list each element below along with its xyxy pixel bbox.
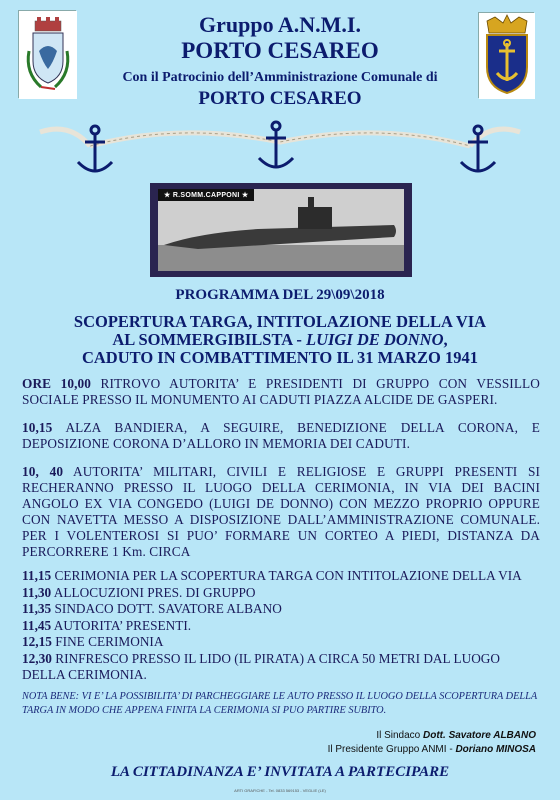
- para-text: AUTORITA’ MILITARI, CIVILI E RELIGIOSE E GRUPPI PRESENTI SI RECHERANNO PRESSO IL LUOGO DELLA CERIMONIA, IN VIA DEI BACINI ANGOLO EX VIA CONGEDO (LUIGI DE DONNO) CON MEZZO PROPRIO OPPURE CON NAVETTA MESSO A DISPOSIZIONE DALL’AMMINISTRAZIONE COMUNALE. PER I VOLENTEROSI SI PUO’ FORMARE UN CORTEO A PIEDI, DISTANZA DA PERCORRERE 1 Km. CIRCA: [22, 464, 540, 559]
- signature-name: Doriano MINOSA: [455, 744, 536, 755]
- municipality-name: PORTO CESAREO: [198, 88, 362, 109]
- paragraph-1: [22, 376, 540, 408]
- anchor-icon: [259, 122, 293, 167]
- signature-president: [328, 744, 536, 755]
- submarine-image: [158, 189, 404, 271]
- signature-mayor: [376, 730, 536, 741]
- program-date: PROGRAMMA DEL 29\09\2018: [175, 287, 385, 303]
- schedule-item: [22, 618, 540, 635]
- schedule-item: [22, 651, 540, 684]
- patronage-line: Con il Patrocinio dell’Amministrazione Comunale di: [122, 70, 438, 85]
- schedule-list: [22, 568, 540, 684]
- schedule-time: 12,30: [22, 650, 52, 666]
- rope-anchors-decoration: [0, 118, 560, 188]
- schedule-time: 11,45: [22, 617, 52, 633]
- headline-line3: CADUTO IN COMBATTIMENTO IL 31 MARZO 1941: [81, 348, 479, 367]
- nota-bene: NOTA BENE: VI E’ LA POSSIBILITA’ DI PARCHEGGIARE LE AUTO PRESSO IL LUOGO DELLA SCOPERTURA DELLA TARGA IN MODO CHE APPENA FINITA LA CERIMONIA SI PUO PARTIRE SUBITO.: [22, 691, 537, 716]
- signature-role: Il Sindaco: [376, 730, 424, 741]
- para-time: 10, 40: [22, 464, 64, 479]
- para-time: ORE 10,00: [22, 376, 92, 391]
- printer-credit: ARTI GRAFICHE - Tel. 0833 569153 - VEGLIE (LE): [234, 788, 326, 793]
- paragraph-2: [22, 420, 540, 452]
- schedule-time: 11,15: [22, 568, 52, 583]
- honoree-name: LUIGI DE DONNO: [305, 330, 444, 349]
- signature-name: Dott. Savatore ALBANO: [423, 730, 536, 741]
- para-time: 10,15: [22, 420, 53, 435]
- schedule-text: CERIMONIA PER LA SCOPERTURA TARGA CON INTITOLAZIONE DELLA VIA: [51, 568, 522, 583]
- headline-suffix: ,: [443, 330, 448, 349]
- submarine-photo: [150, 183, 412, 277]
- photo-label: ★ R.SOMM.CAPPONI ★: [158, 189, 254, 201]
- schedule-text: SINDACO DOTT. SAVATORE ALBANO: [51, 601, 282, 616]
- schedule-text: AUTORITA’ PRESENTI.: [51, 617, 192, 633]
- paragraph-3: [22, 464, 540, 560]
- headline-line2: [0, 330, 560, 350]
- anchor-icon: [78, 126, 112, 171]
- headline-prefix: AL SOMMERGIBILSTA -: [112, 330, 306, 349]
- para-text: ALZA BANDIERA, A SEGUIRE, BENEDIZIONE DELLA CORONA, E DEPOSIZIONE CORONA D’ALLORO IN MEMORIA DEI CADUTI.: [22, 420, 540, 451]
- schedule-text: FINE CERIMONIA: [51, 634, 164, 649]
- schedule-time: 12,15: [22, 634, 52, 649]
- schedule-item: [22, 585, 540, 602]
- schedule-text: ALLOCUZIONI PRES. DI GRUPPO: [51, 584, 256, 600]
- schedule-time: 11,35: [22, 601, 52, 616]
- schedule-item: [22, 634, 540, 651]
- group-name: Gruppo A.N.M.I.: [199, 12, 361, 37]
- group-location: PORTO CESAREO: [181, 38, 379, 63]
- schedule-text: RINFRESCO PRESSO IL LIDO (IL PIRATA) A CIRCA 50 METRI DAL LUOGO DELLA CERIMONIA.: [22, 650, 501, 682]
- signature-role: Il Presidente Gruppo ANMI -: [327, 744, 456, 755]
- invitation-footer: LA CITTADINANZA E’ INVITATA A PARTECIPARE: [110, 764, 450, 780]
- schedule-time: 11,30: [22, 584, 52, 600]
- schedule-item: [22, 601, 540, 618]
- para-text: RITROVO AUTORITA’ E PRESIDENTI DI GRUPPO CON VESSILLO SOCIALE PRESSO IL MONUMENTO AI CADUTI PIAZZA ALCIDE DE GASPERI.: [22, 376, 540, 407]
- headline-line1: SCOPERTURA TARGA, INTITOLAZIONE DELLA VIA: [73, 312, 487, 331]
- schedule-item: [22, 568, 540, 585]
